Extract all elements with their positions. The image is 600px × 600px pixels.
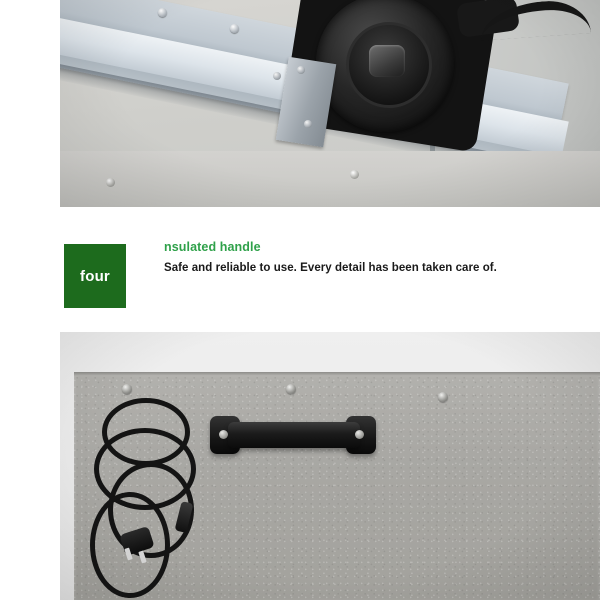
photo-vignette — [60, 332, 600, 600]
bottom-product-photo — [60, 332, 600, 600]
feature-caption-block — [0, 236, 600, 318]
step-number-badge — [64, 244, 126, 308]
step-number-label: four — [80, 267, 110, 285]
top-product-photo — [60, 0, 600, 207]
feature-heading: nsulated handle — [164, 240, 261, 254]
feature-description: Safe and reliable to use. Every detail has been taken care of. — [164, 262, 497, 274]
photo-vignette — [60, 0, 600, 207]
